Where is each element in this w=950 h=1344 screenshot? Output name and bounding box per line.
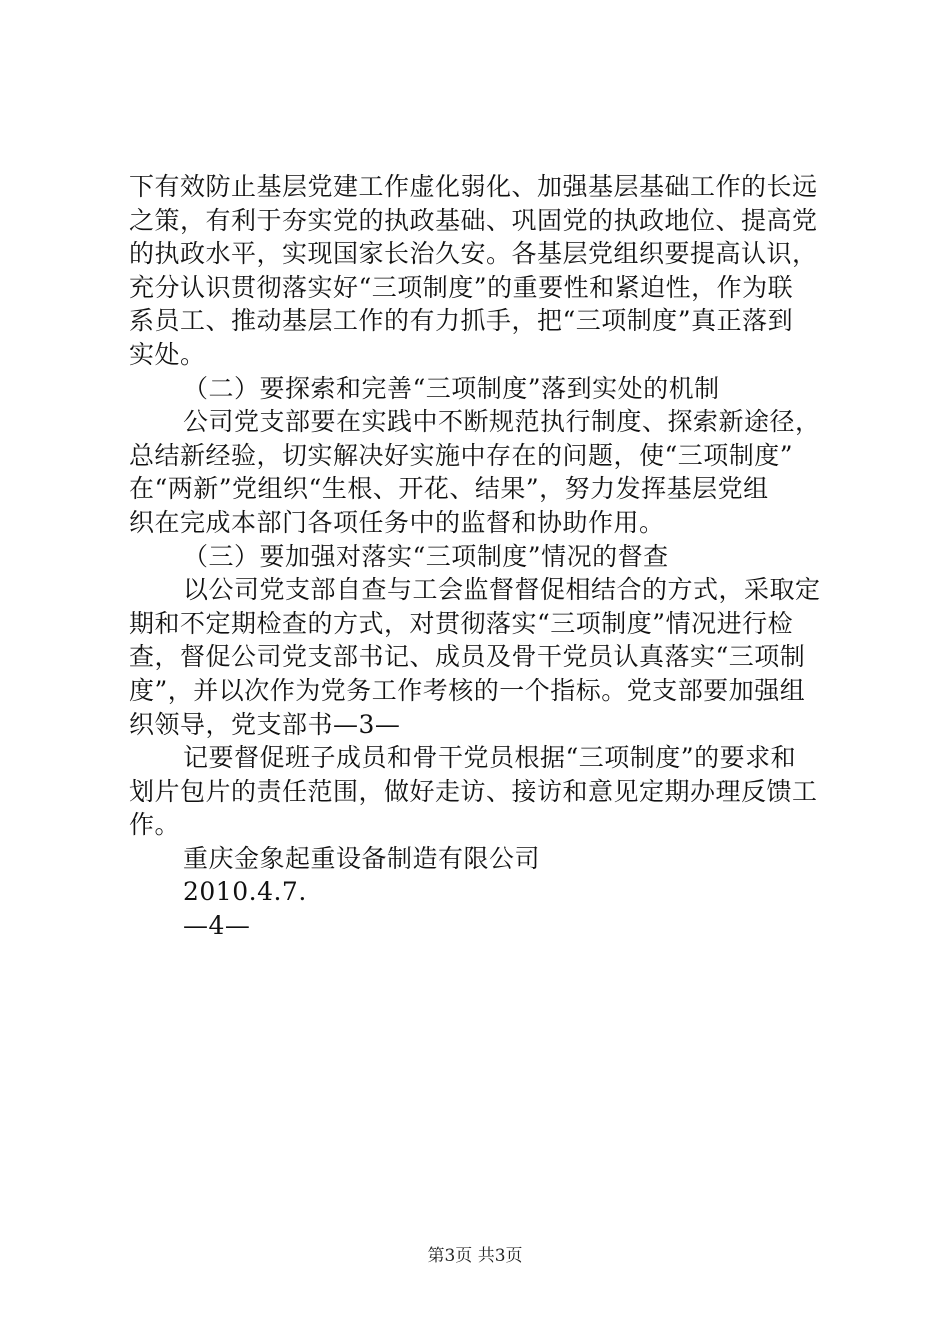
text-line: 下有效防止基层党建工作虚化弱化、加强基层基础工作的长远 [129,172,818,201]
text-line: 织领导，党支部书—3— [129,709,401,739]
text-line: 总结新经验，切实解决好实施中存在的问题，使“三项制度” [129,440,794,470]
text-line: 度”，并以次作为党务工作考核的一个指标。党支部要加强组 [129,675,806,705]
text-line: （三）要加强对落实“三项制度”情况的督查 [183,541,669,571]
text-line: 重庆金象起重设备制造有限公司 [183,843,541,873]
page-footer: 第3页 共3页 [427,1246,523,1266]
text-line: 查，督促公司党支部书记、成员及骨干党员认真落实“三项制 [129,642,806,672]
text-line: 之策，有利于夯实党的执政基础、巩固党的执政地位、提高党 [129,205,818,235]
text-line: 期和不定期检查的方式，对贯彻落实“三项制度”情况进行检 [129,608,794,638]
text-line: 公司党支部要在实践中不断规范执行制度、探索新途径， [183,407,821,437]
text-line: 在“两新”党组织“生根、开花、结果”，努力发挥基层党组 [129,474,769,504]
text-line: —4— [183,911,251,941]
document-body [129,170,829,943]
text-line: 以公司党支部自查与工会监督督促相结合的方式，采取定 [183,575,821,605]
text-line: 2010.4.7. [183,877,307,907]
text-line: （二）要探索和完善“三项制度”落到实处的机制 [183,373,720,403]
text-line: 系员工、推动基层工作的有力抓手，把“三项制度”真正落到 [129,306,794,336]
text-line: 实处。 [129,339,206,369]
text-line: 记要督促班子成员和骨干党员根据“三项制度”的要求和 [183,743,797,773]
text-line: 的执政水平，实现国家长治久安。各基层党组织要提高认识， [129,239,818,269]
text-line: 作。 [129,810,181,840]
text-line: 充分认识贯彻落实好“三项制度”的重要性和紧迫性，作为联 [129,272,794,302]
text-line: 织在完成本部门各项任务中的监督和协助作用。 [129,507,665,537]
text-line: 划片包片的责任范围，做好走访、接访和意见定期办理反馈工 [129,776,818,806]
